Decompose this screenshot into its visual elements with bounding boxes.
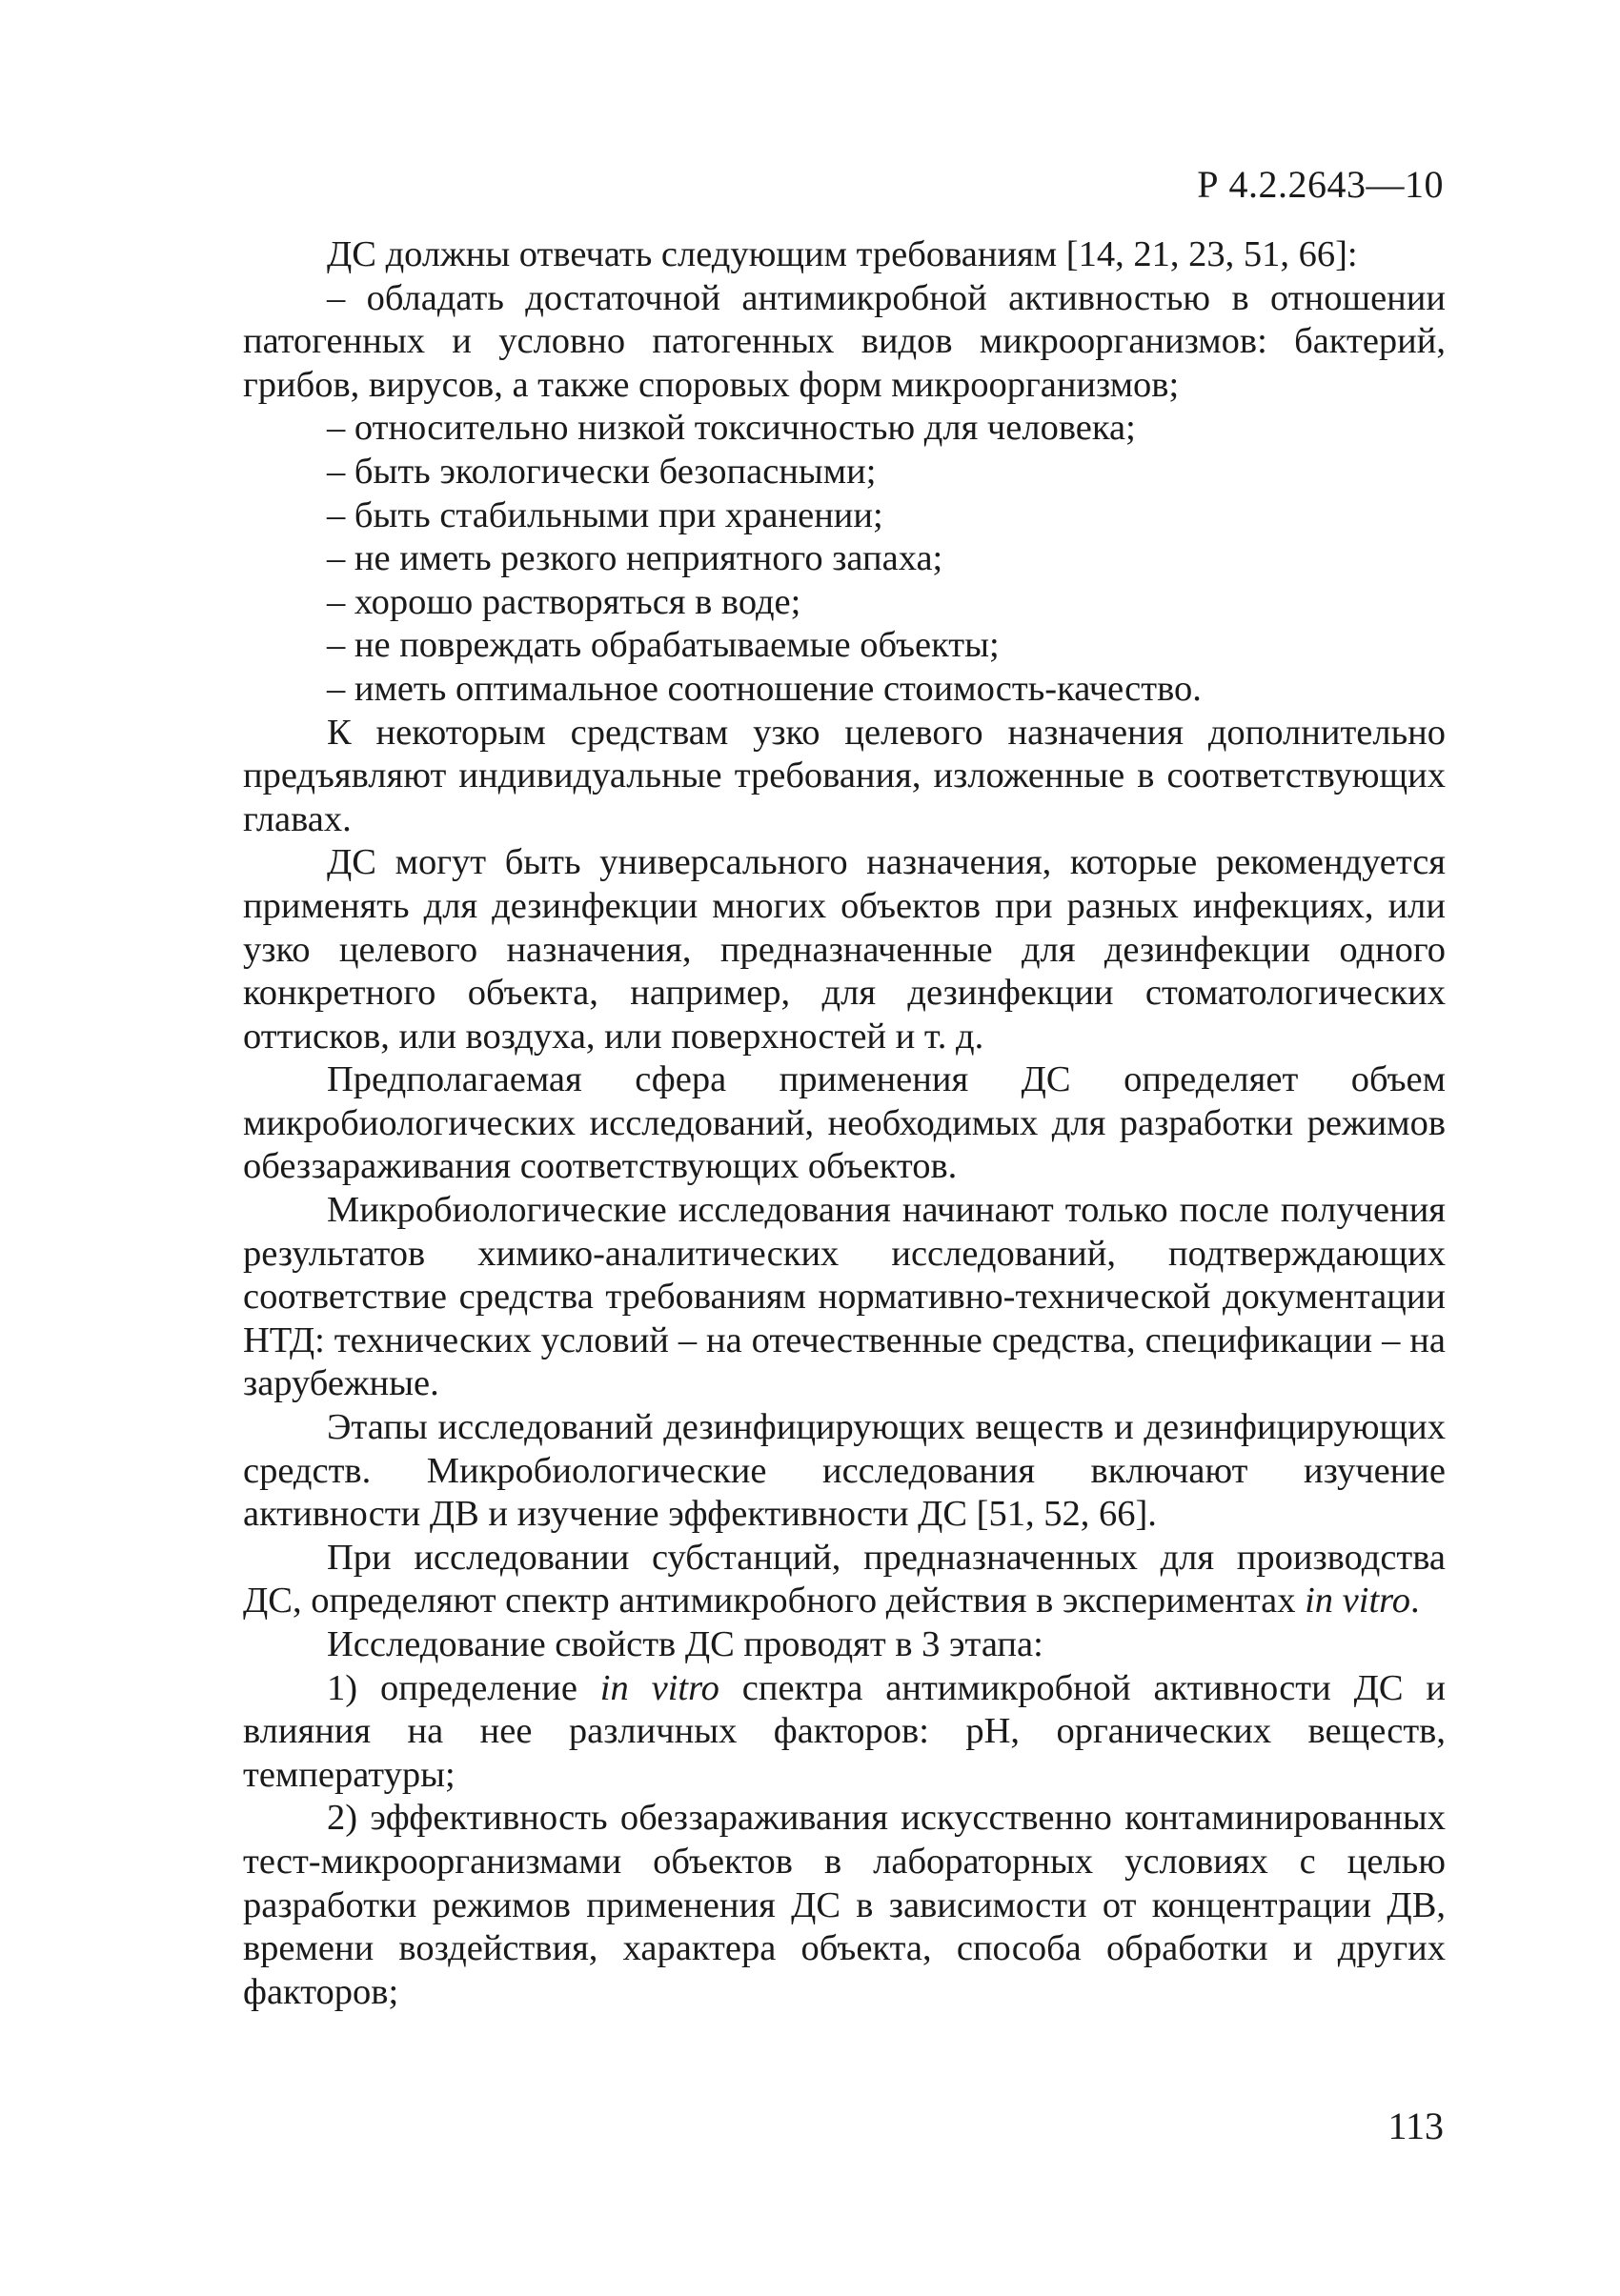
stage-item-1 <box>243 1667 1446 1798</box>
requirement-item: – иметь оптимальное соотношение стоимость-качество. <box>327 668 1202 709</box>
requirement-item: – не иметь резкого неприятного запаха; <box>327 538 943 579</box>
page-number: 113 <box>1387 2105 1444 2147</box>
paragraph-intro: ДС должны отвечать следующим требованиям [14, 21, 23, 51, 66]: <box>327 234 1358 274</box>
requirement-item: – быть экологически безопасными; <box>327 451 877 492</box>
in-vitro-term: in vitro <box>599 1667 719 1708</box>
stage-item-2: 2) эффективность обеззараживания искусственно контаминированных тест-микроорганизмами объектов в лабораторных условиях с целью разработки режимов применения ДС в зависимости от концентрации ДВ, времени воздействия, характера объекта, способа обработки и других факторов; <box>243 1798 1446 2012</box>
requirement-item: – быть стабильными при хранении; <box>327 494 883 535</box>
paragraph-microbiological: Микробиологические исследования начинают только после получения результатов химико-аналитических исследований, подтверждающих соответствие средства требованиям нормативно-технической документации НТД: технических условий – на отечественные средства, спецификации – на зарубежные. <box>243 1190 1446 1404</box>
requirement-item: – хорошо растворяться в воде; <box>327 581 801 622</box>
stage-item-1-end: спектра антимикробной активности ДС и влияния на нее различных факторов: pH, органических веществ, температуры; <box>243 1667 1447 1795</box>
paragraph-stages: Этапы исследований дезинфицирующих веществ и дезинфицирующих средств. Микробиологические исследования включают изучение активности ДВ и изучение эффективности ДС [51, 52, 66]. <box>243 1407 1446 1535</box>
body-text <box>243 233 1446 2014</box>
paragraph-three-stages: Исследование свойств ДС проводят в 3 этапа: <box>327 1624 1043 1664</box>
in-vitro-term: in vitro <box>1305 1581 1410 1621</box>
paragraph-universal: ДС могут быть универсального назначения, которые рекомендуется применять для дезинфекции многих объектов при разных инфекциях, или узко целевого назначения, предназначенные для дезинфекции одного конкретного объекта, например, для дезинфекции стоматологических оттисков, или воздуха, или поверхностей и т. д. <box>243 842 1446 1057</box>
document-code: Р 4.2.2643—10 <box>1197 163 1444 206</box>
requirement-item: – относительно низкой токсичностью для человека; <box>327 408 1136 449</box>
paragraph-substances-text: При исследовании субстанций, предназначенных для производства ДС, определяют спектр антимикробного действия в экспериментах <box>243 1537 1446 1621</box>
paragraph-special-requirements: К некоторым средствам узко целевого назначения дополнительно предъявляют индивидуальные требования, изложенные в соответствующих главах. <box>243 712 1446 839</box>
stage-item-1-start: 1) определение <box>327 1667 577 1708</box>
paragraph-substances <box>243 1537 1446 1623</box>
requirement-item: – обладать достаточной антимикробной активностью в отношении патогенных и условно патогенных видов микроорганизмов: бактерий, грибов, вирусов, а также споровых форм микроорганизмов; <box>243 277 1446 405</box>
paragraph-substances-end: . <box>1409 1581 1420 1621</box>
requirement-item: – не повреждать обрабатываемые объекты; <box>327 625 1000 666</box>
paragraph-scope: Предполагаемая сфера применения ДС определяет объем микробиологических исследований, необходимых для разработки режимов обеззараживания соответствующих объектов. <box>243 1059 1446 1187</box>
